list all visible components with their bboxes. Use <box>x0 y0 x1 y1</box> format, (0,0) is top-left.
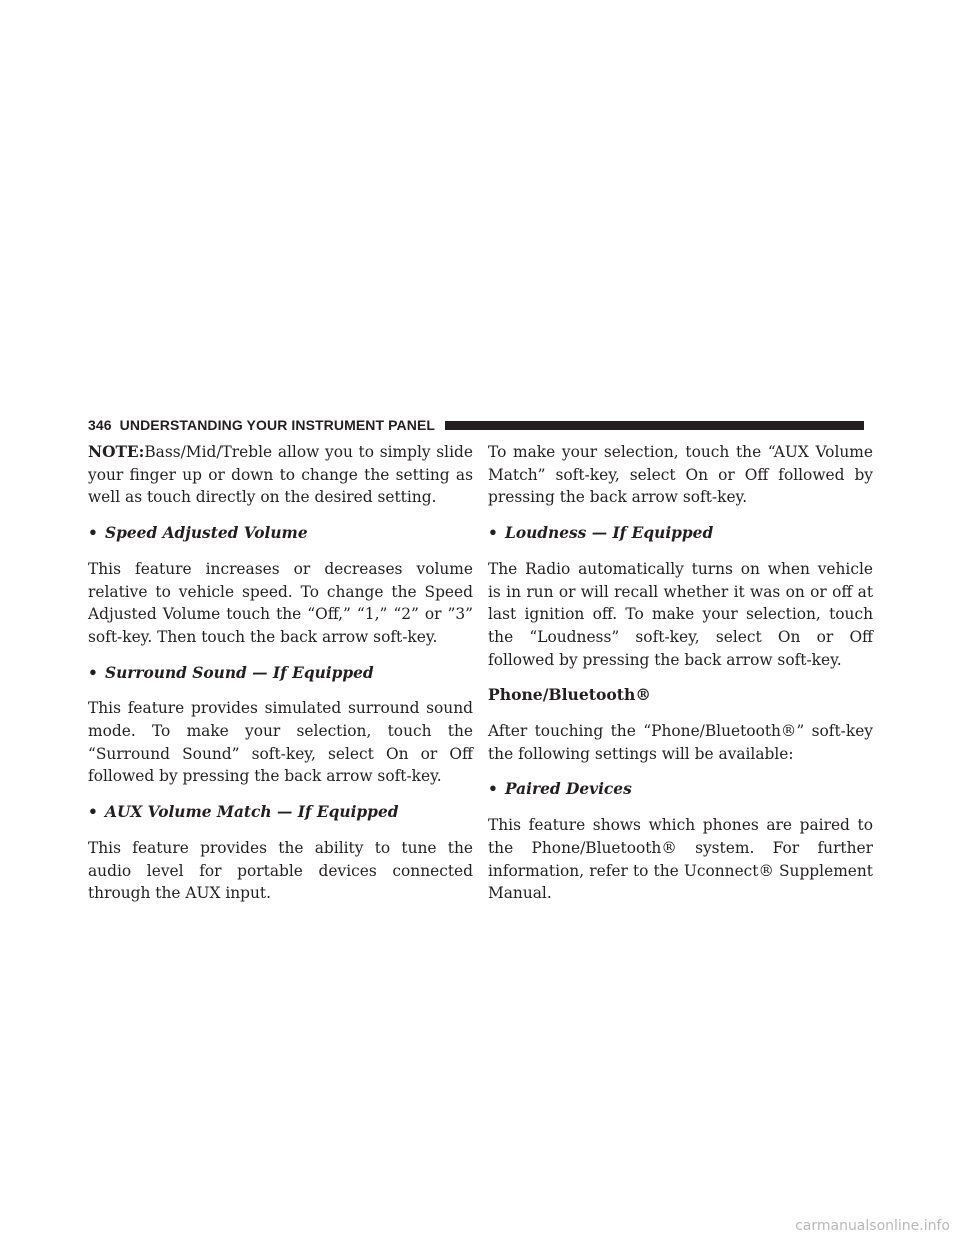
bullet-paired-devices <box>488 778 873 801</box>
aux-continued-paragraph: To make your selection, touch the “AUX Volume Match” soft-key, select On or Off followed by pressing the back arrow soft-key. <box>488 443 873 507</box>
section-title: UNDERSTANDING YOUR INSTRUMENT PANEL <box>119 417 436 433</box>
bullet-label: Loudness — If Equipped <box>505 524 714 543</box>
bullet-label: Paired Devices <box>505 780 632 799</box>
bullet-aux-volume-match <box>88 801 473 824</box>
bullet-dot-icon: • <box>88 803 98 822</box>
aux-paragraph: This feature provides the ability to tune the audio level for portable devices connected through the AUX input. <box>88 838 473 903</box>
bullet-dot-icon: • <box>488 524 498 543</box>
paired-paragraph: This feature shows which phones are paired to the Phone/Bluetooth® system. For further information, refer to the Uconnect® Supplement Manual. <box>488 816 873 903</box>
bullet-surround-sound <box>88 662 473 685</box>
page-number: 346 <box>88 417 112 433</box>
surround-paragraph: This feature provides simulated surround sound mode. To make your selection, touch the “Surround Sound” soft-key, select On or Off followed by pressing the back arrow soft-key. <box>88 699 473 786</box>
bullet-label: Speed Adjusted Volume <box>105 524 308 543</box>
bullet-label: AUX Volume Match — If Equipped <box>105 803 399 822</box>
phone-paragraph: After touching the “Phone/Bluetooth®” soft-key the following settings will be available: <box>488 722 873 763</box>
loudness-paragraph: The Radio automatically turns on when vehicle is in run or will recall whether it was on or off at last ignition off. To make your selection, touch the “Loudness” soft-key, select On or Off followed by pressing the back arrow soft-key. <box>488 559 873 669</box>
right-column <box>488 441 873 918</box>
bullet-dot-icon: • <box>88 524 98 543</box>
bullet-loudness <box>488 522 873 545</box>
header-rule <box>445 421 864 430</box>
note-paragraph <box>88 441 473 509</box>
bullet-speed-adjusted-volume <box>88 522 473 545</box>
watermark: carmanualsonline.info <box>795 1218 950 1234</box>
bullet-label: Surround Sound — If Equipped <box>105 663 374 682</box>
bullet-dot-icon: • <box>88 663 98 682</box>
phone-bluetooth-heading: Phone/Bluetooth® <box>488 685 651 705</box>
bullet-dot-icon: • <box>488 780 498 799</box>
left-column <box>88 441 473 918</box>
page-header <box>88 414 864 436</box>
speed-paragraph: This feature increases or decreases volume relative to vehicle speed. To change the Speed Adjusted Volume touch the “Off,” “1,” “2” or ”3” soft-key. Then touch the back arrow soft-key. <box>88 559 473 646</box>
note-text: Bass/Mid/Treble allow you to simply slide your finger up or down to change the setting as well as touch directly on the desired setting. <box>88 443 473 507</box>
note-label: NOTE: <box>88 443 145 461</box>
